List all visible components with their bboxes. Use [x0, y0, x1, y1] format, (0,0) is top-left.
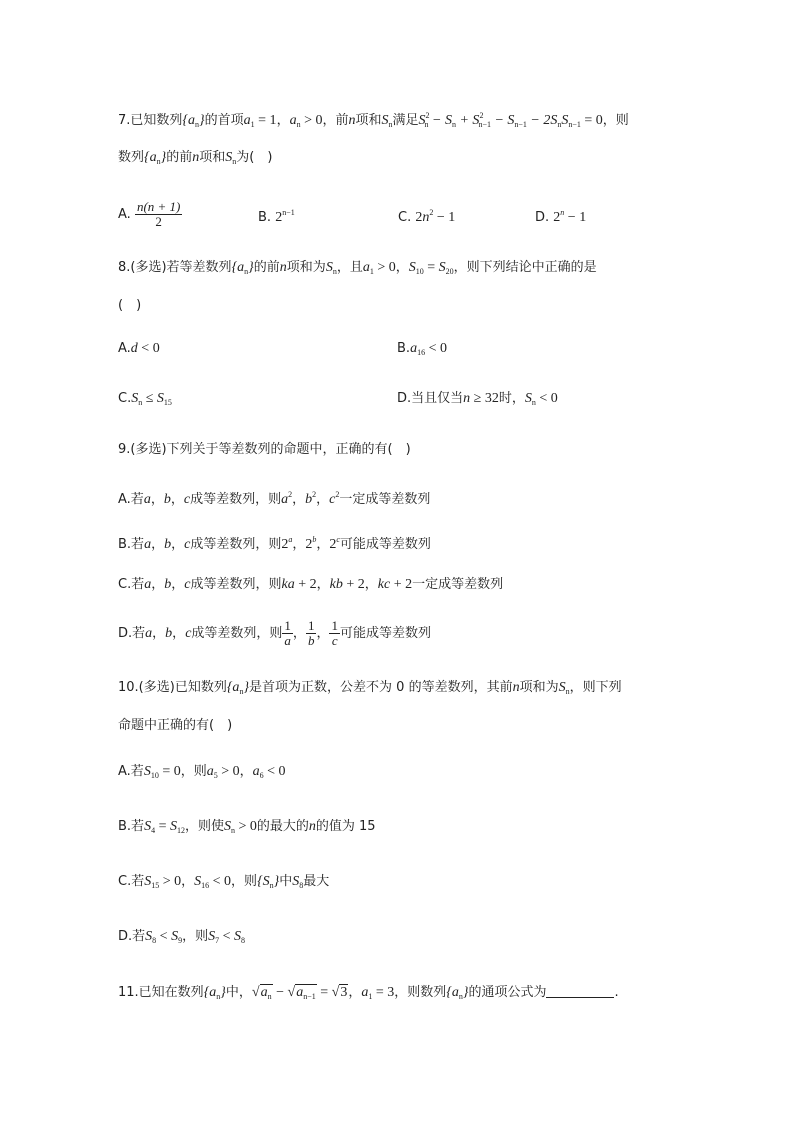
q8-option-d[interactable]: D.当且仅当n ≥ 32时，$S_n < 0$	[397, 391, 558, 407]
q10-option-b[interactable]: B.若$S_4 = S_{12}$，则使$S_n > 0$的最大的n的值为 15	[118, 819, 376, 835]
q7-option-c[interactable]: C. $2n^2 - 1$	[398, 208, 456, 225]
q9-option-d[interactable]: D.若a，b，c成等差数列，则 $\frac{1}{a}$ ， $\frac{1}{b}$ ， $\frac{1}{c}$ 可能成等差数列	[118, 618, 431, 648]
q8-option-a[interactable]: A.d < 0	[118, 341, 160, 356]
q7-option-a[interactable]: A. $\frac{n(n + 1)}{2}$	[118, 199, 181, 229]
q7-option-b[interactable]: B. $2^{n-1}$	[258, 208, 295, 225]
q8-line1: 8.(多选)若等差数列$\{a_n\}$的前n项和为$S_n$，且$a_1 > 0$，$S_{10} = S_{20}$，则下列结论中正确的是	[118, 260, 597, 276]
q9-option-b[interactable]: B.若a，b，c成等差数列，则2$^a$，2$^b$，2$^c$可能成等差数列	[118, 535, 431, 552]
q10-option-d[interactable]: D.若$S_8 < S_9$，则$S_7 < S_8$	[118, 929, 245, 945]
q8-option-b[interactable]: $B.a_{16} < 0$	[397, 341, 447, 357]
answer-blank[interactable]	[546, 983, 614, 998]
q10-option-c[interactable]: C.若$S_{15} > 0$，$S_{16} < 0$，则$\{S_n\}$中$S_8$最大	[118, 874, 330, 890]
q9-option-c[interactable]: C.若a，b，c成等差数列，则ka + 2，kb + 2，kc + 2一定成等差数列	[118, 577, 504, 592]
q11-line: 11.已知在数列$\{a_n\}$中，$√a_n - √a_{n-1} = √3$，$a_1 = 3$，则数列$\{a_n\}$的通项公式为 .	[118, 985, 619, 1001]
q10-line1: 10.(多选)已知数列$\{a_n\}$是首项为正数，公差不为 0 的等差数列，其前n项和为$S_n$，则下列	[118, 680, 622, 696]
q10-line2: 命题中正确的有( )	[118, 718, 233, 733]
q9-option-a[interactable]: A.若a，b，c成等差数列，则$a^2$，$b^2$，$c^2$一定成等差数列	[118, 490, 431, 507]
q8-line2: ( )	[118, 298, 142, 313]
q7-line1: 7.已知数列$\{a_n\}$的首项$a_1 = 1$，$a_n > 0$，前n项和$S_n$满足$S^2_n - S_n + S^2_{n-1} - S_{n-1} - 2S_nS_{n-1} = 0$，则	[118, 111, 629, 129]
q7-line2: 数列$\{a_n\}$的前n项和$S_n$为( )	[118, 150, 273, 166]
q8-option-c[interactable]: $C.S_n \le S_{15}$	[118, 391, 172, 407]
q7-option-d[interactable]: D. $2^n - 1$	[535, 208, 587, 225]
q9-stem: 9.(多选)下列关于等差数列的命题中，正确的有( )	[118, 442, 411, 457]
q10-option-a[interactable]: A.若$S_{10} = 0$，则$a_5 > 0$，$a_6 < 0$	[118, 764, 286, 780]
